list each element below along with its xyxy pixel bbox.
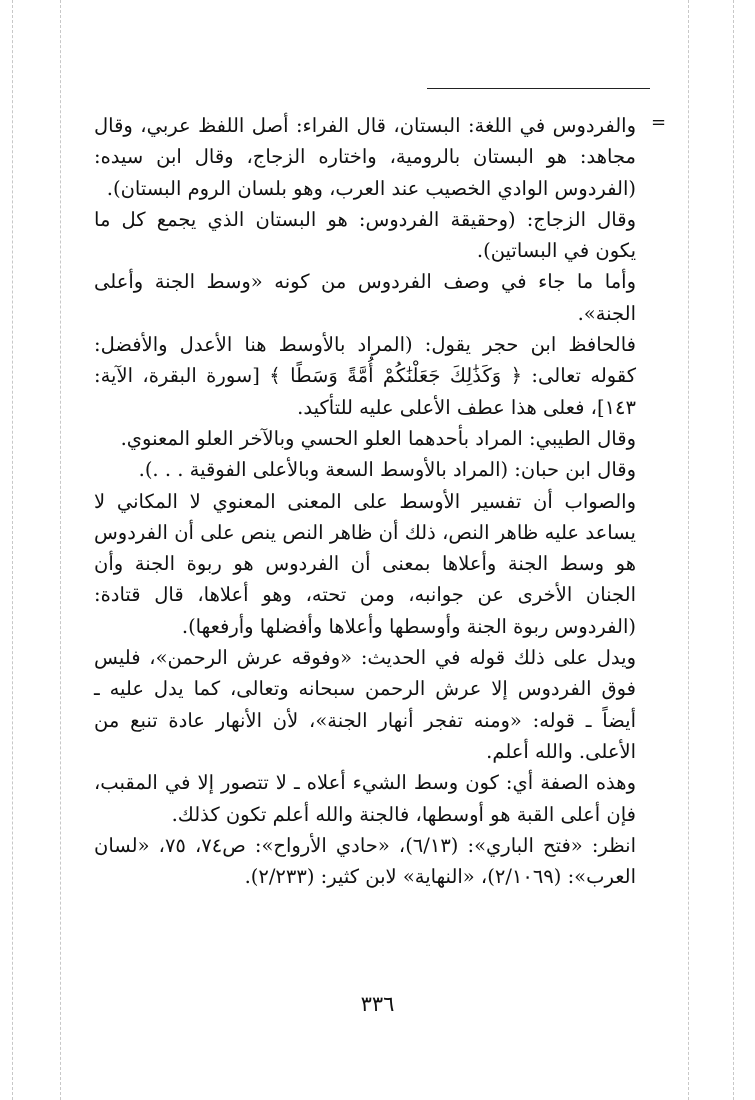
paragraph-lexical-definition: والفردوس في اللغة: البستان، قال الفراء: أصل اللفظ عربي، وقال مجاهد: هو البستان بالرومية، واختاره الزجاج، وقال ابن سيده: (الفردوس الوادي الخصيب عند العرب، وهو بلسان الروم البستان).	[94, 114, 636, 200]
paragraph-zajjaj: وقال الزجاج: (وحقيقة الفردوس: هو البستان الذي يجمع كل ما يكون في البساتين).	[94, 207, 636, 263]
paragraph-references: انظر: «فتح الباري»: (٦/١٣)، «حادي الأرواح»: ص٧٤، ٧٥، «لسان العرب»: (٢/١٠٦٩)، «النهاية» لابن كثير: (٢/٢٣٣).	[94, 833, 636, 889]
paragraph-correct-view: والصواب أن تفسير الأوسط على المعنى المعنوي لا المكاني لا يساعد عليه ظاهر النص، ذلك أن ظاهر النص ينص على أن الفردوس هو وسط الجنة وأعلاها بمعنى أن الفردوس هو ربوة الجنة وأن الجنان الأخرى عن جوانبه، ومن تحته، وهو أعلاها، قال قتادة: (الفردوس ربوة الجنة وأوسطها وأعلاها وأفضلها وأرفعها).	[94, 489, 636, 638]
column-guide-line	[60, 0, 61, 1100]
paragraph-ibn-hajar: فالحافظ ابن حجر يقول: (المراد بالأوسط هنا الأعدل والأفضل: كقوله تعالى: ﴿ وَكَذَٰلِكَ جَعَلْنَٰكُمْ أُمَّةً وَسَطًا ﴾ [سورة البقرة، الآية: ١٤٣]، فعلى هذا عطف الأعلى عليه للتأكيد.	[94, 333, 636, 419]
column-guide-line	[688, 0, 689, 1100]
paragraph-description: وأما ما جاء في وصف الفردوس من كونه «وسط الجنة وأعلى الجنة».	[94, 270, 636, 325]
page-number: ٣٣٦	[360, 992, 395, 1016]
continuation-mark: =	[651, 112, 667, 133]
footnote-separator-rule	[427, 88, 650, 89]
column-guide-line	[733, 0, 734, 1100]
paragraph-hadith-evidence: ويدل على ذلك قوله في الحديث: «وفوقه عرش الرحمن»، فليس فوق الفردوس إلا عرش الرحمن سبحانه وتعالى، كما يدل عليه ـ أيضاً ـ قوله: «ومنه تفجر أنهار الجنة»، لأن الأنهار عادة تنبع من الأعلى. والله أعلم.	[94, 646, 636, 763]
paragraph-tibi: وقال الطيبي: المراد بأحدهما العلو الحسي وبالآخر العلو المعنوي.	[120, 426, 636, 450]
paragraph-ibn-hibban: وقال ابن حبان: (المراد بالأوسط السعة وبالأعلى الفوقية . . .).	[138, 458, 636, 482]
paragraph-dome-attribute: وهذه الصفة أي: كون وسط الشيء أعلاه ـ لا تتصور إلا في المقبب، فإن أعلى القبة هو أوسطها، فالجنة والله أعلم تكون كذلك.	[94, 771, 636, 826]
column-guide-line	[12, 0, 13, 1100]
footnote-text	[94, 110, 636, 892]
